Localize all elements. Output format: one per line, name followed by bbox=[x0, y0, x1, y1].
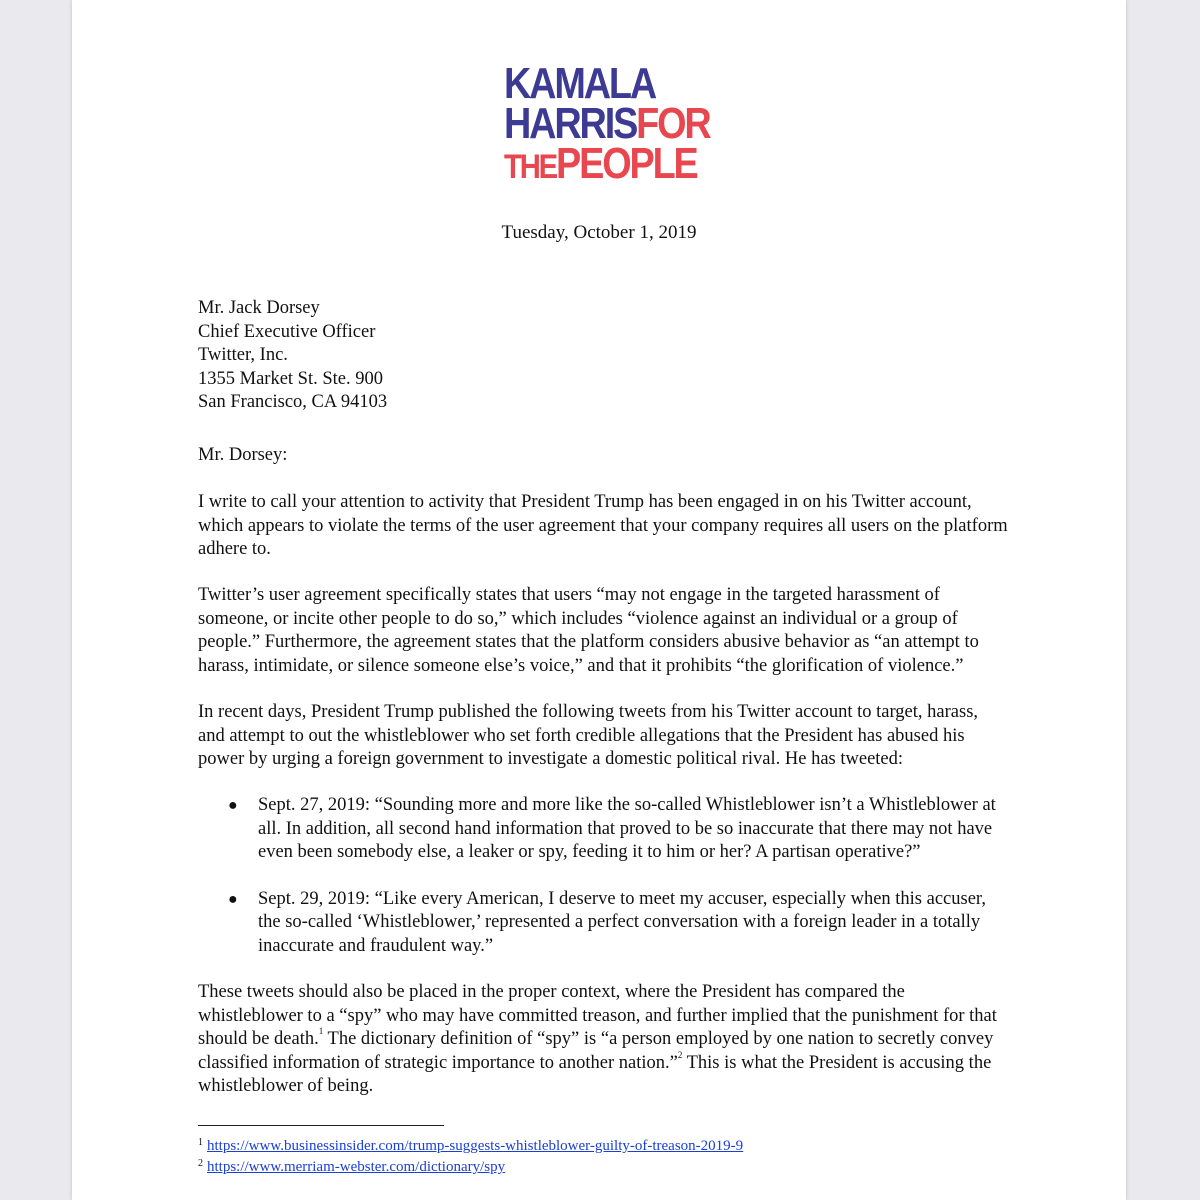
footnotes bbox=[198, 1136, 743, 1178]
paragraph-4 bbox=[198, 981, 1008, 1099]
footnote-divider bbox=[198, 1125, 444, 1126]
footnote-ref-2[interactable]: 2 bbox=[677, 1049, 683, 1060]
tweet-quote-1: Sept. 27, 2019: “Sounding more and more like the so-called Whistleblower isn’t a Whistleblower at all. In addition, all second hand information that proved to be so inaccurate that there may not have even been somebody else, a leaker or spy, feeding it to him or her? A partisan operative?” bbox=[258, 795, 996, 862]
letter-date: Tuesday, October 1, 2019 bbox=[501, 222, 697, 243]
salutation: Mr. Dorsey: bbox=[198, 445, 288, 465]
footnote-link-2[interactable]: https://www.merriam-webster.com/dictionary/spy bbox=[207, 1159, 506, 1175]
campaign-logo bbox=[504, 59, 710, 188]
footnote-1 bbox=[198, 1136, 743, 1157]
tweet-quote-2: Sept. 29, 2019: “Like every American, I deserve to meet my accuser, especially when this accuser, the so-called ‘Whistleblower,’ represented a perfect conversation with a foreign leader in a totally inaccurate and fraudulent way.” bbox=[258, 888, 986, 956]
recipient-company: Twitter, Inc. bbox=[198, 345, 288, 365]
logo-people: PEOPLE bbox=[556, 139, 697, 188]
paragraph-1: I write to call your attention to activity that President Trump has been engaged in on his Twitter account, which appears to violate the terms of the user agreement that your company requires all users on the platform adhere to. bbox=[198, 492, 1008, 559]
logo-line-2 bbox=[504, 99, 710, 148]
paragraph-2: Twitter’s user agreement specifically states that users “may not engage in the targeted harassment of someone, or incite other people to do so,” which includes “violence against an individual or a group of people.” Furthermore, the agreement states that the platform considers abusive behavior as “an attempt to harass, intimidate, or silence someone else’s voice,” and that it prohibits “the glorification of violence.” bbox=[198, 585, 979, 676]
footnote-2 bbox=[198, 1157, 743, 1178]
bullet-icon: ● bbox=[228, 890, 238, 908]
list-item bbox=[198, 888, 1008, 959]
footnote-number-1: 1 bbox=[198, 1137, 203, 1148]
bullet-icon: ● bbox=[228, 797, 238, 814]
recipient-title: Chief Executive Officer bbox=[198, 321, 376, 342]
paragraph-4-part-b: The dictionary definition of “spy” is “a person employed by one nation to secretly convey classified information of strategic importance to another nation.” bbox=[198, 1029, 994, 1073]
footnote-number-2: 2 bbox=[198, 1158, 203, 1169]
logo-line-1: KAMALA bbox=[504, 59, 656, 108]
logo-harris: HARRIS bbox=[504, 99, 637, 148]
logo-the: THE bbox=[504, 148, 557, 186]
logo-line-3 bbox=[504, 139, 710, 188]
recipient-address bbox=[198, 297, 387, 415]
list-item bbox=[198, 794, 1008, 865]
paragraph-4-part-a: These tweets should also be placed in the proper context, where the President has compared the whistleblower to a “spy” who may have committed treason, and further implied that the punishment for that should be death. bbox=[198, 982, 997, 1049]
letter-page bbox=[72, 0, 1126, 1200]
footnote-link-1[interactable]: https://www.businessinsider.com/trump-suggests-whistleblower-guilty-of-treason-2019-9 bbox=[207, 1138, 744, 1154]
paragraph-3: In recent days, President Trump published the following tweets from his Twitter account to target, harass, and attempt to out the whistleblower who set forth credible allegations that the President has abused his power by urging a foreign government to investigate a domestic political rival. He has tweeted: bbox=[198, 702, 979, 769]
footnote-ref-1[interactable]: 1 bbox=[318, 1026, 324, 1036]
logo-for: FOR bbox=[636, 99, 710, 148]
recipient-city: San Francisco, CA 94103 bbox=[198, 392, 388, 412]
recipient-street: 1355 Market St. Ste. 900 bbox=[198, 368, 383, 389]
recipient-name: Mr. Jack Dorsey bbox=[198, 298, 320, 318]
paragraph-4-part-c: This is what the President is accusing the whistleblower of being. bbox=[198, 1052, 992, 1096]
tweet-list bbox=[198, 794, 1008, 958]
